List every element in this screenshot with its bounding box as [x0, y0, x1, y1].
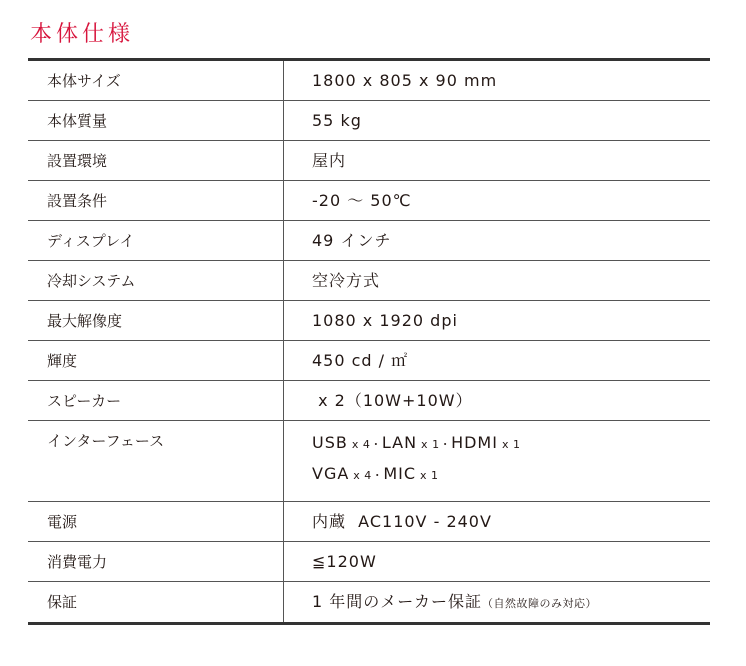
- interface-line-2: [312, 459, 710, 490]
- spec-table: [28, 58, 710, 625]
- spec-label: 設置環境: [28, 141, 284, 180]
- spec-label: 最大解像度: [28, 301, 284, 340]
- spec-value: 49 インチ: [312, 231, 392, 250]
- spec-row-power-supply: [28, 502, 710, 542]
- mic-label: MIC: [383, 464, 417, 483]
- spec-value: 空冷方式: [312, 271, 381, 290]
- spec-row-display: [28, 221, 710, 261]
- page-title: 本体仕様: [30, 22, 135, 47]
- lan-count: x 1・: [417, 438, 452, 451]
- spec-value: 1080 x 1920 dpi: [312, 311, 458, 330]
- spec-value: ≦120W: [312, 552, 377, 571]
- spec-row-cooling: [28, 261, 710, 301]
- vga-count: x 4・: [349, 469, 384, 482]
- warranty-text: 1 年間のメーカー保証: [312, 592, 482, 611]
- spec-row-power-consumption: [28, 542, 710, 582]
- spec-row-resolution: [28, 301, 710, 341]
- spec-row-conditions: [28, 181, 710, 221]
- spec-label: 電源: [28, 502, 284, 541]
- spec-value: -20 〜 50℃: [312, 191, 412, 210]
- warranty-note: （自然故障のみ対応）: [481, 597, 597, 610]
- usb-count: x 4・: [347, 438, 382, 451]
- spec-row-warranty: [28, 582, 710, 622]
- spec-label: ディスプレイ: [28, 221, 284, 260]
- spec-value: 450 cd / ㎡: [312, 351, 409, 370]
- mic-count: x 1: [416, 469, 439, 482]
- spec-label: 保証: [28, 582, 284, 622]
- spec-label: インターフェース: [28, 421, 284, 501]
- spec-row-weight: [28, 101, 710, 141]
- spec-row-interface: [28, 421, 710, 502]
- spec-label: 本体サイズ: [28, 61, 284, 100]
- spec-row-environment: [28, 141, 710, 181]
- spec-label: 本体質量: [28, 101, 284, 140]
- spec-label: 設置条件: [28, 181, 284, 220]
- spec-value: 屋内: [312, 151, 347, 170]
- hdmi-count: x 1: [497, 438, 521, 451]
- usb-label: USB: [312, 433, 348, 452]
- spec-row-size: [28, 61, 710, 101]
- spec-label: 消費電力: [28, 542, 284, 581]
- hdmi-label: HDMI: [451, 433, 498, 452]
- lan-label: LAN: [381, 433, 418, 452]
- spec-value: x 2（10W+10W）: [312, 391, 473, 410]
- spec-value-warranty: [284, 582, 710, 622]
- spec-label: スピーカー: [28, 381, 284, 420]
- vga-label: VGA: [312, 464, 350, 483]
- spec-value: 55 kg: [312, 111, 362, 130]
- spec-label: 輝度: [28, 341, 284, 380]
- spec-value: 内蔵 AC110V - 240V: [312, 512, 492, 531]
- spec-row-brightness: [28, 341, 710, 381]
- spec-value: 1800 x 805 x 90 mm: [312, 71, 498, 90]
- interface-line-1: [312, 428, 710, 459]
- spec-label: 冷却システム: [28, 261, 284, 300]
- spec-row-speaker: [28, 381, 710, 421]
- spec-value-interface: [284, 421, 710, 501]
